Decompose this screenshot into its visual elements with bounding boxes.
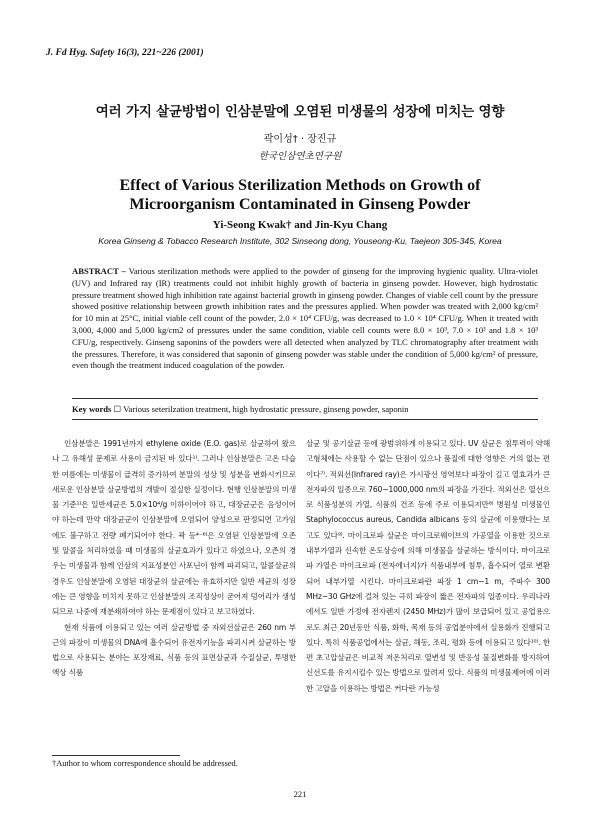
divider-top <box>72 398 538 399</box>
keywords-text: Various seterilzation treatment, high hydrostatic pressure, ginseng powder, saponin <box>123 404 409 414</box>
keywords <box>72 404 538 415</box>
english-title-line-1: Effect of Various Sterilization Methods on Growth of <box>119 177 481 194</box>
checkbox-icon: ☐ <box>113 404 122 414</box>
body-paragraph: 현재 식품에 이용되고 있는 여러 살균방법 중 자외선살균은 260 nm 부근의 파장이 미생물의 DNA에 흡수되어 유전자기능을 파괴시켜 살균하는 방법으로 사용되는 분야는 포장재료, 식품 등의 표면살균과 수질살균, 투명한 액상 식품 <box>52 622 296 678</box>
footnote-divider <box>52 755 180 756</box>
journal-reference: J. Fd Hyg. Safety 16(3), 221~226 (2001) <box>46 48 204 58</box>
body-paragraph: 살균 및 공기살균 등에 광범위하게 이용되고 있다. UV 살균은 침투력이 약해 고형체에는 사용할 수 없는 단점이 있으나 품질에 대한 영향은 거의 없는 편이다⁷⁾. 적외선(Infrared ray)은 가시광선 영역보다 파장이 길고 열효과가 큰 전자파의 일종으로 760~1000,000 nm의 파장을 가진다. 적외선은 열선으로 식품성분의 가열, 식품의 건조 등에 주로 이용되지만⁸⁾ 병원성 미생물인 Staphylococcus aureus, Candida albicans 등의 살균에 이용했다는 보고도 있다⁹⁾. 마이크로파 살균은 마이크로웨이브의 가공열을 이용한 것으로 내부가열과 신속한 온도상승에 의해 미생물을 살균하는 방식이다. 마이크로파 가열은 마이크로파 (전자에너지)가 식품내부에 침투, 흡수되어 열로 변환되어 내부가열 시킨다. 마이크로파란 파장 1 cm~1 m, 주파수 300 MHz~30 GHz에 걸쳐 있는 극히 파장이 짧은 전자파의 일종이다. 우리나라에서도 일반 가정에 전자렌지 (2450 MHz)가 많이 보급되어 있고 공업용으로도 최근 20년동안 식품, 화학, 목재 등의 공업분야에서 실용화가 진행되고 있다. 특히 식품공업에서는 살균, 해동, 조리, 평화 등에 이용되고 있다¹⁰⁾. 한편 초고압살균은 비교적 저온처리로 열변성 및 반응성 물질변화를 방지하여 신선도를 유지시킬수 있는 방법으로 알려져 있다. 식품의 미생물제어에 이러한 고압을 이용하는 방법은 커다란 가능성 <box>306 439 550 693</box>
abstract-text: Various sterilization methods were applied to the powder of ginseng for the improving hygienic quality. Ultra-violet (UV) and Infrared ray (IR) treatments could not inhibit highly growth of bacteria in ginseng powder. However, high hydrostatic pressure treatment showed high inhibition rate against bacterial growth in ginseng powder. Changes of viable cell count by the pressure showed positive relationship between growth inhibition rates and the pressures applied. When powder was treated with 2,000 kg/cm² for 10 min at 25°C, initial viable cell count of the powder, 2.0 × 10⁴ CFU/g, was decreased to 1.0 × 10⁴ CFU/g. When it treated with 3,000, 4,000 and 5,000 kg/cm2 of pressures under the same condition, viable cell counts were 8.0 × 10³, 7.0 × 10³ and 1.8 × 10³ CFU/g, respectively. Ginseng saponins of the powders were all detected when analyzed by TLC chromatography after treatment with the pressures. Therefore, it was considered that saponin of ginseng powder was stable under the condition of 5,000 kg/cm² of pressure, even though the treatment induced coagulation of the powder. <box>72 266 538 371</box>
divider-bottom <box>72 419 538 420</box>
body-column-left <box>52 436 296 681</box>
abstract <box>72 266 538 372</box>
english-affiliation: Korea Ginseng & Tobacco Research Institute, 302 Sinseong dong, Youseong-Ku, Taejeon 305-345, Korea <box>98 236 502 246</box>
keywords-label: Key words <box>72 404 112 414</box>
english-title-line-2: Microorganism Contaminated in Ginseng Powder <box>129 196 471 213</box>
abstract-label: ABSTRACT – <box>72 266 126 276</box>
korean-authors: 곽이성† · 장진규 <box>263 134 337 145</box>
english-title <box>0 176 600 214</box>
english-authors: Yi-Seong Kwak† and Jin-Kyu Chang <box>212 219 388 231</box>
body-paragraph: 인삼분말은 1991년까지 ethylene oxide (E.O. gas)로 살균하여 왔으나 그 유해성 문제로 사용이 금지된 바 있다¹⁾. 그러나 인삼분말은 고온 다습한 여름에는 미생물이 급격히 증가하여 분말의 성상 및 성분을 변화시키므로 새로운 인삼분말 살균방법의 개발이 절실한 실정이다. 현행 인삼분말의 미생물 기준¹⁾은 일반세균은 5.0×10⁴/g 이하이어야 하고, 대장균군은 음성이어야 하는데 만약 대장균군이 인삼분말에 오염되어 양성으로 판정되면 고가임에도 불구하고 전량 폐기되어야 한다. 곽 등⁴⁻⁶⁾은 오염된 인삼분말에 오존 및 알콜을 처리하였을 때 미생물의 살균효과가 있다고 하였으나, 오존의 경우는 미생물과 함께 인삼의 지표성분인 사포닌이 함께 파괴되고, 알콜살균의 경우도 인삼분말에 오염된 대장균의 살균에는 유효하지만 일반 세균의 성장에는 큰 영향을 미치지 못하고 인삼분말의 조직성상이 굳어져 덩어리가 생성되므로 나중에 재분쇄하여야 하는 문제점이 있다고 보고하였다. <box>52 439 296 617</box>
body-column-right <box>306 436 550 696</box>
korean-affiliation: 한국인삼연초연구원 <box>258 151 342 162</box>
korean-title: 여러 가지 살균방법이 인삼분말에 오염된 미생물의 성장에 미치는 영향 <box>95 104 505 120</box>
footnote: †Author to whom correspondence should be addressed. <box>52 759 238 768</box>
page-number: 221 <box>293 789 307 799</box>
